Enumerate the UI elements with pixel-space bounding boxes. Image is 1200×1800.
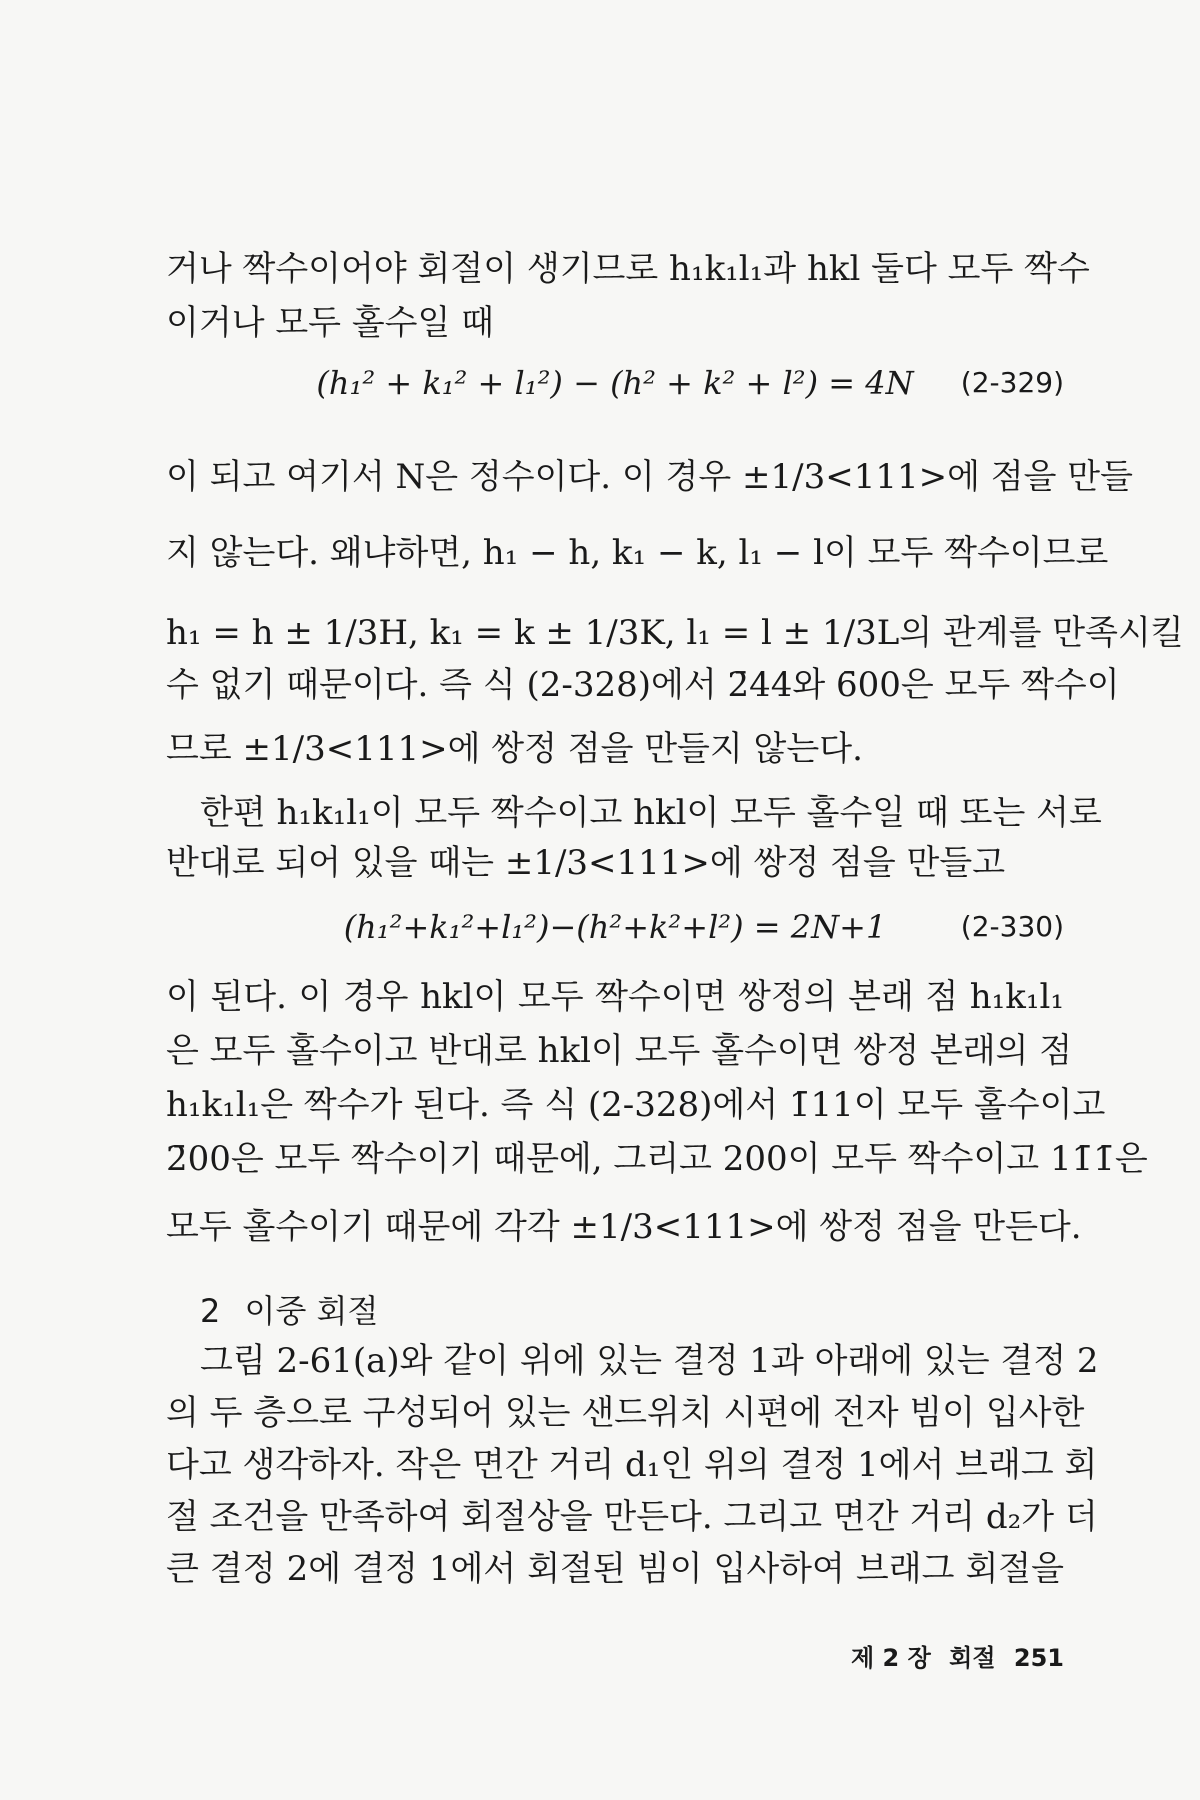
body-line-8: 한편 h₁k₁l₁이 모두 짝수이고 hkl이 모두 홀수일 때 또는 서로 — [200, 793, 1102, 833]
equation-2-330 — [166, 904, 1064, 950]
section-number: 2 — [200, 1292, 221, 1330]
body-line-18: 절 조건을 만족하여 회절상을 만든다. 그리고 면간 거리 d₂가 더 — [166, 1497, 1098, 1537]
body-line-2: 이거나 모두 홀수일 때 — [166, 303, 495, 343]
section-heading — [200, 1290, 378, 1332]
body-line-17: 다고 생각하자. 작은 면간 거리 d₁인 위의 결정 1에서 브래그 회 — [166, 1445, 1098, 1485]
body-line-11: 은 모두 홀수이고 반대로 hkl이 모두 홀수이면 쌍정 본래의 점 — [166, 1031, 1073, 1071]
body-line-1: 거나 짝수이어야 회절이 생기므로 h₁k₁l₁과 hkl 둘다 모두 짝수 — [166, 249, 1090, 289]
body-line-16: 의 두 층으로 구성되어 있는 샌드위치 시편에 전자 빔이 입사한 — [166, 1393, 1085, 1433]
equation-2-330-number: (2-330) — [960, 910, 1064, 943]
footer-title: 회절 — [949, 1644, 996, 1672]
body-line-19: 큰 결정 2에 결정 1에서 회절된 빔이 입사하여 브래그 회절을 — [166, 1549, 1064, 1589]
equation-2-329-expression: (h₁² + k₁² + l₁²) − (h² + k² + l²) = 4N — [316, 364, 914, 402]
body-line-3: 이 되고 여기서 N은 정수이다. 이 경우 ±1/3<111>에 점을 만들 — [166, 457, 1133, 497]
body-line-12: h₁k₁l₁은 짝수가 된다. 즉 식 (2-328)에서 1̄11이 모두 홀수이고 — [166, 1085, 1106, 1125]
footer-chapter: 제 2 장 — [851, 1644, 931, 1672]
body-line-13: 2̄00은 모두 짝수이기 때문에, 그리고 200이 모두 짝수이고 11̄1̄은 — [166, 1139, 1148, 1179]
equation-2-329 — [166, 360, 1064, 406]
body-line-14: 모두 홀수이기 때문에 각각 ±1/3<111>에 쌍정 점을 만든다. — [166, 1207, 1082, 1247]
body-line-4: 지 않는다. 왜냐하면, h₁ − h, k₁ − k, l₁ − l이 모두 짝수이므로 — [166, 533, 1109, 573]
body-line-7: 므로 ±1/3<111>에 쌍정 점을 만들지 않는다. — [166, 729, 863, 769]
body-line-5: h₁ = h ± 1/3H, k₁ = k ± 1/3K, l₁ = l ± 1/3L의 관계를 만족시킬 — [166, 613, 1184, 653]
page-number: 251 — [1013, 1644, 1064, 1672]
page-footer — [841, 1638, 1064, 1673]
body-line-6: 수 없기 때문이다. 즉 식 (2-328)에서 2̄44와 6̄00은 모두 짝수이 — [166, 665, 1120, 705]
equation-2-330-expression: (h₁²+k₁²+l₁²)−(h²+k²+l²) = 2N+1 — [343, 908, 887, 946]
equation-2-329-number: (2-329) — [960, 366, 1064, 399]
body-line-10: 이 된다. 이 경우 hkl이 모두 짝수이면 쌍정의 본래 점 h₁k₁l₁ — [166, 977, 1064, 1017]
section-title: 이중 회절 — [244, 1292, 379, 1330]
body-line-15: 그림 2-61(a)와 같이 위에 있는 결정 1과 아래에 있는 결정 2 — [200, 1341, 1099, 1381]
body-line-9: 반대로 되어 있을 때는 ±1/3<111>에 쌍정 점을 만들고 — [166, 843, 1006, 883]
